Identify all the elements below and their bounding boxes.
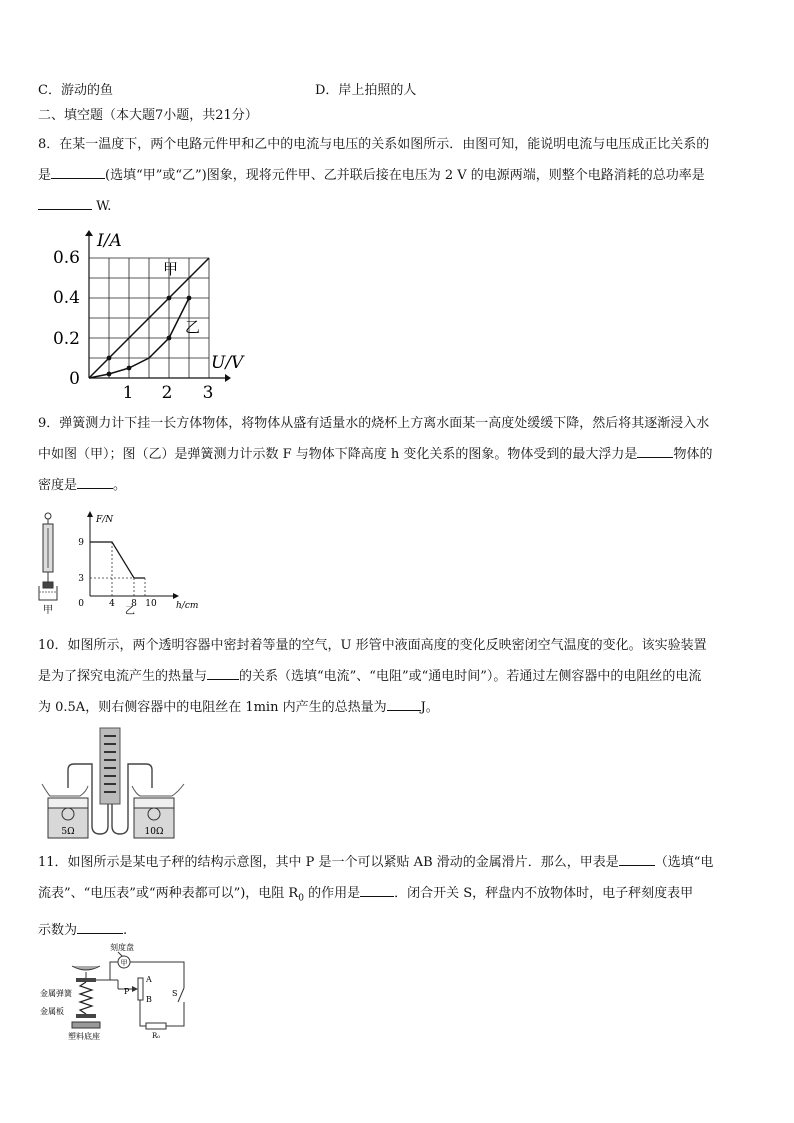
x-tick-label: 2 bbox=[161, 383, 173, 403]
data-point bbox=[107, 356, 112, 361]
q11-line2: 流表”、“电压表”或“两种表都可以”)，电阻 $R_0$ 的作用是 ．闭合开关 S，秤盘内不放物体时，电子秤刻度表甲 bbox=[38, 878, 758, 915]
x-tick-label: 3 bbox=[202, 383, 214, 403]
q9-blank-1[interactable] bbox=[637, 443, 673, 458]
q9-line3: 密度是 。 bbox=[38, 470, 758, 501]
switch-s-label: S bbox=[172, 989, 178, 998]
terminal-a-label: A bbox=[146, 975, 152, 984]
resistor-r0-label: R₀ bbox=[151, 1032, 161, 1040]
u-tube-scale-icon bbox=[100, 728, 120, 804]
q11-blank-2[interactable] bbox=[360, 882, 394, 897]
spring-scale-icon bbox=[39, 513, 57, 600]
question-11 bbox=[38, 847, 758, 946]
q10-apparatus bbox=[38, 726, 188, 841]
metal-plate-icon bbox=[76, 1014, 96, 1018]
q10-blank-1[interactable] bbox=[207, 665, 239, 680]
q8-line1: 8．在某一温度下，两个电路元件甲和乙中的电流与电压的关系如图所示．由图可知，能说明电流与电压成正比关系的 bbox=[38, 137, 710, 152]
y-tick-label: 0.6 bbox=[52, 248, 80, 268]
terminal-b-label: B bbox=[146, 995, 152, 1004]
q9-figure bbox=[36, 508, 216, 616]
series-label-jia: 甲 bbox=[163, 260, 179, 278]
base-label: 塑料底座 bbox=[68, 1032, 100, 1041]
q8-line2: 是 (选填“甲”或“乙”)图象，现将元件甲、乙并联后接在电压为 2 V 的电源两端，则整个电路消耗的总功率是 bbox=[38, 160, 758, 191]
x-axis-label: U/V bbox=[211, 353, 244, 373]
meter-label: 甲 bbox=[120, 959, 128, 967]
spring-icon bbox=[80, 982, 92, 1014]
y-tick-label: 0.2 bbox=[52, 329, 80, 349]
q10-line1: 10．如图所示，两个透明容器中密封着等量的空气，U 形管中液面高度的变化反映密闭空气温度的变化。该实验装置 bbox=[38, 638, 707, 653]
spring-label: 金属弹簧 bbox=[40, 989, 72, 998]
x-axis-arrow bbox=[173, 593, 179, 599]
y-axis-label: F/N bbox=[96, 515, 114, 525]
q11-line3: 示数为 . bbox=[38, 915, 758, 946]
x-axis-label: h/cm bbox=[176, 601, 199, 611]
q9-line2: 中如图（甲）；图（乙）是弹簧测力计示数 F 与物体下降高度 h 变化关系的图象。物体受到的最大浮力是 物体的 bbox=[38, 439, 758, 470]
left-resistance-label: 5Ω bbox=[61, 827, 75, 837]
q9-line1: 9．弹簧测力计下挂一长方体物体，将物体从盛有适量水的烧杯上方离水面某一高度处缓缓下降，然后将其逐渐浸入水 bbox=[38, 416, 710, 431]
data-point bbox=[167, 296, 172, 301]
q11-line1: 11．如图所示是某电子秤的结构示意图，其中 P 是一个可以紧贴 AB 滑动的金属滑片．那么，甲表是 （选填“电 bbox=[38, 847, 758, 878]
data-point bbox=[127, 366, 132, 371]
slider-p-label: P bbox=[124, 987, 130, 996]
resistor-r0-icon bbox=[146, 1023, 166, 1029]
data-point bbox=[167, 336, 172, 341]
q8-iu-chart bbox=[52, 228, 255, 403]
series-line bbox=[90, 542, 145, 578]
origin-label: 0 bbox=[78, 599, 84, 609]
question-9 bbox=[38, 408, 758, 501]
plate-label: 金属板 bbox=[40, 1007, 64, 1016]
series-label-yi: 乙 bbox=[185, 318, 201, 336]
x-tick-label: 1 bbox=[122, 383, 134, 403]
q11-circuit bbox=[38, 940, 198, 1040]
q11-blank-1[interactable] bbox=[619, 851, 655, 866]
q11-blank-3[interactable] bbox=[77, 919, 123, 934]
y-tick-label: 9 bbox=[78, 538, 84, 548]
question-8 bbox=[38, 129, 758, 222]
option-d: D．岸上拍照的人 bbox=[315, 83, 417, 98]
resistor-ab-icon bbox=[138, 978, 143, 1000]
question-10 bbox=[38, 630, 758, 723]
y-tick-label: 0.4 bbox=[52, 288, 80, 308]
origin-label: 0 bbox=[69, 369, 80, 389]
y-axis-arrow bbox=[87, 511, 93, 517]
q8-line3: W. bbox=[38, 191, 758, 222]
q9-blank-2[interactable] bbox=[77, 474, 113, 489]
switch-s-icon bbox=[178, 988, 184, 1002]
caption-yi: 乙 bbox=[125, 606, 135, 617]
q10-line3: 为 0.5A，则右侧容器中的电阻丝在 1min 内产生的总热量为 J。 bbox=[38, 692, 758, 723]
q10-line2: 是为了探究电流产生的热量与 的关系（选填“电流”、“电阻”或“通电时间”）。若通过左侧容器中的电阻丝的电流 bbox=[38, 661, 758, 692]
caption-jia: 甲 bbox=[43, 605, 53, 616]
q8-blank-1[interactable] bbox=[51, 164, 105, 179]
x-tick-label: 10 bbox=[145, 599, 157, 609]
right-wire-icon bbox=[132, 784, 184, 796]
left-wire-icon bbox=[42, 784, 88, 796]
right-resistance-label: 10Ω bbox=[144, 827, 164, 837]
y-tick-label: 3 bbox=[78, 574, 84, 584]
dial-label: 刻度盘 bbox=[110, 943, 134, 952]
option-c: C．游动的鱼 bbox=[38, 83, 113, 98]
x-tick-label: 4 bbox=[109, 599, 115, 609]
q10-blank-2[interactable] bbox=[387, 696, 421, 711]
top-plate-icon bbox=[76, 978, 96, 982]
plastic-base-icon bbox=[72, 1022, 100, 1028]
x-tick-label: 8 bbox=[131, 599, 137, 609]
data-point bbox=[107, 372, 112, 377]
slider-p-icon bbox=[132, 986, 138, 992]
scale-pan-icon bbox=[72, 966, 100, 970]
q8-blank-2[interactable] bbox=[38, 195, 92, 210]
section-heading: 二、填空题（本大题7小题，共21分） bbox=[38, 108, 258, 123]
y-axis-label: I/A bbox=[97, 231, 122, 251]
data-point bbox=[187, 296, 192, 301]
